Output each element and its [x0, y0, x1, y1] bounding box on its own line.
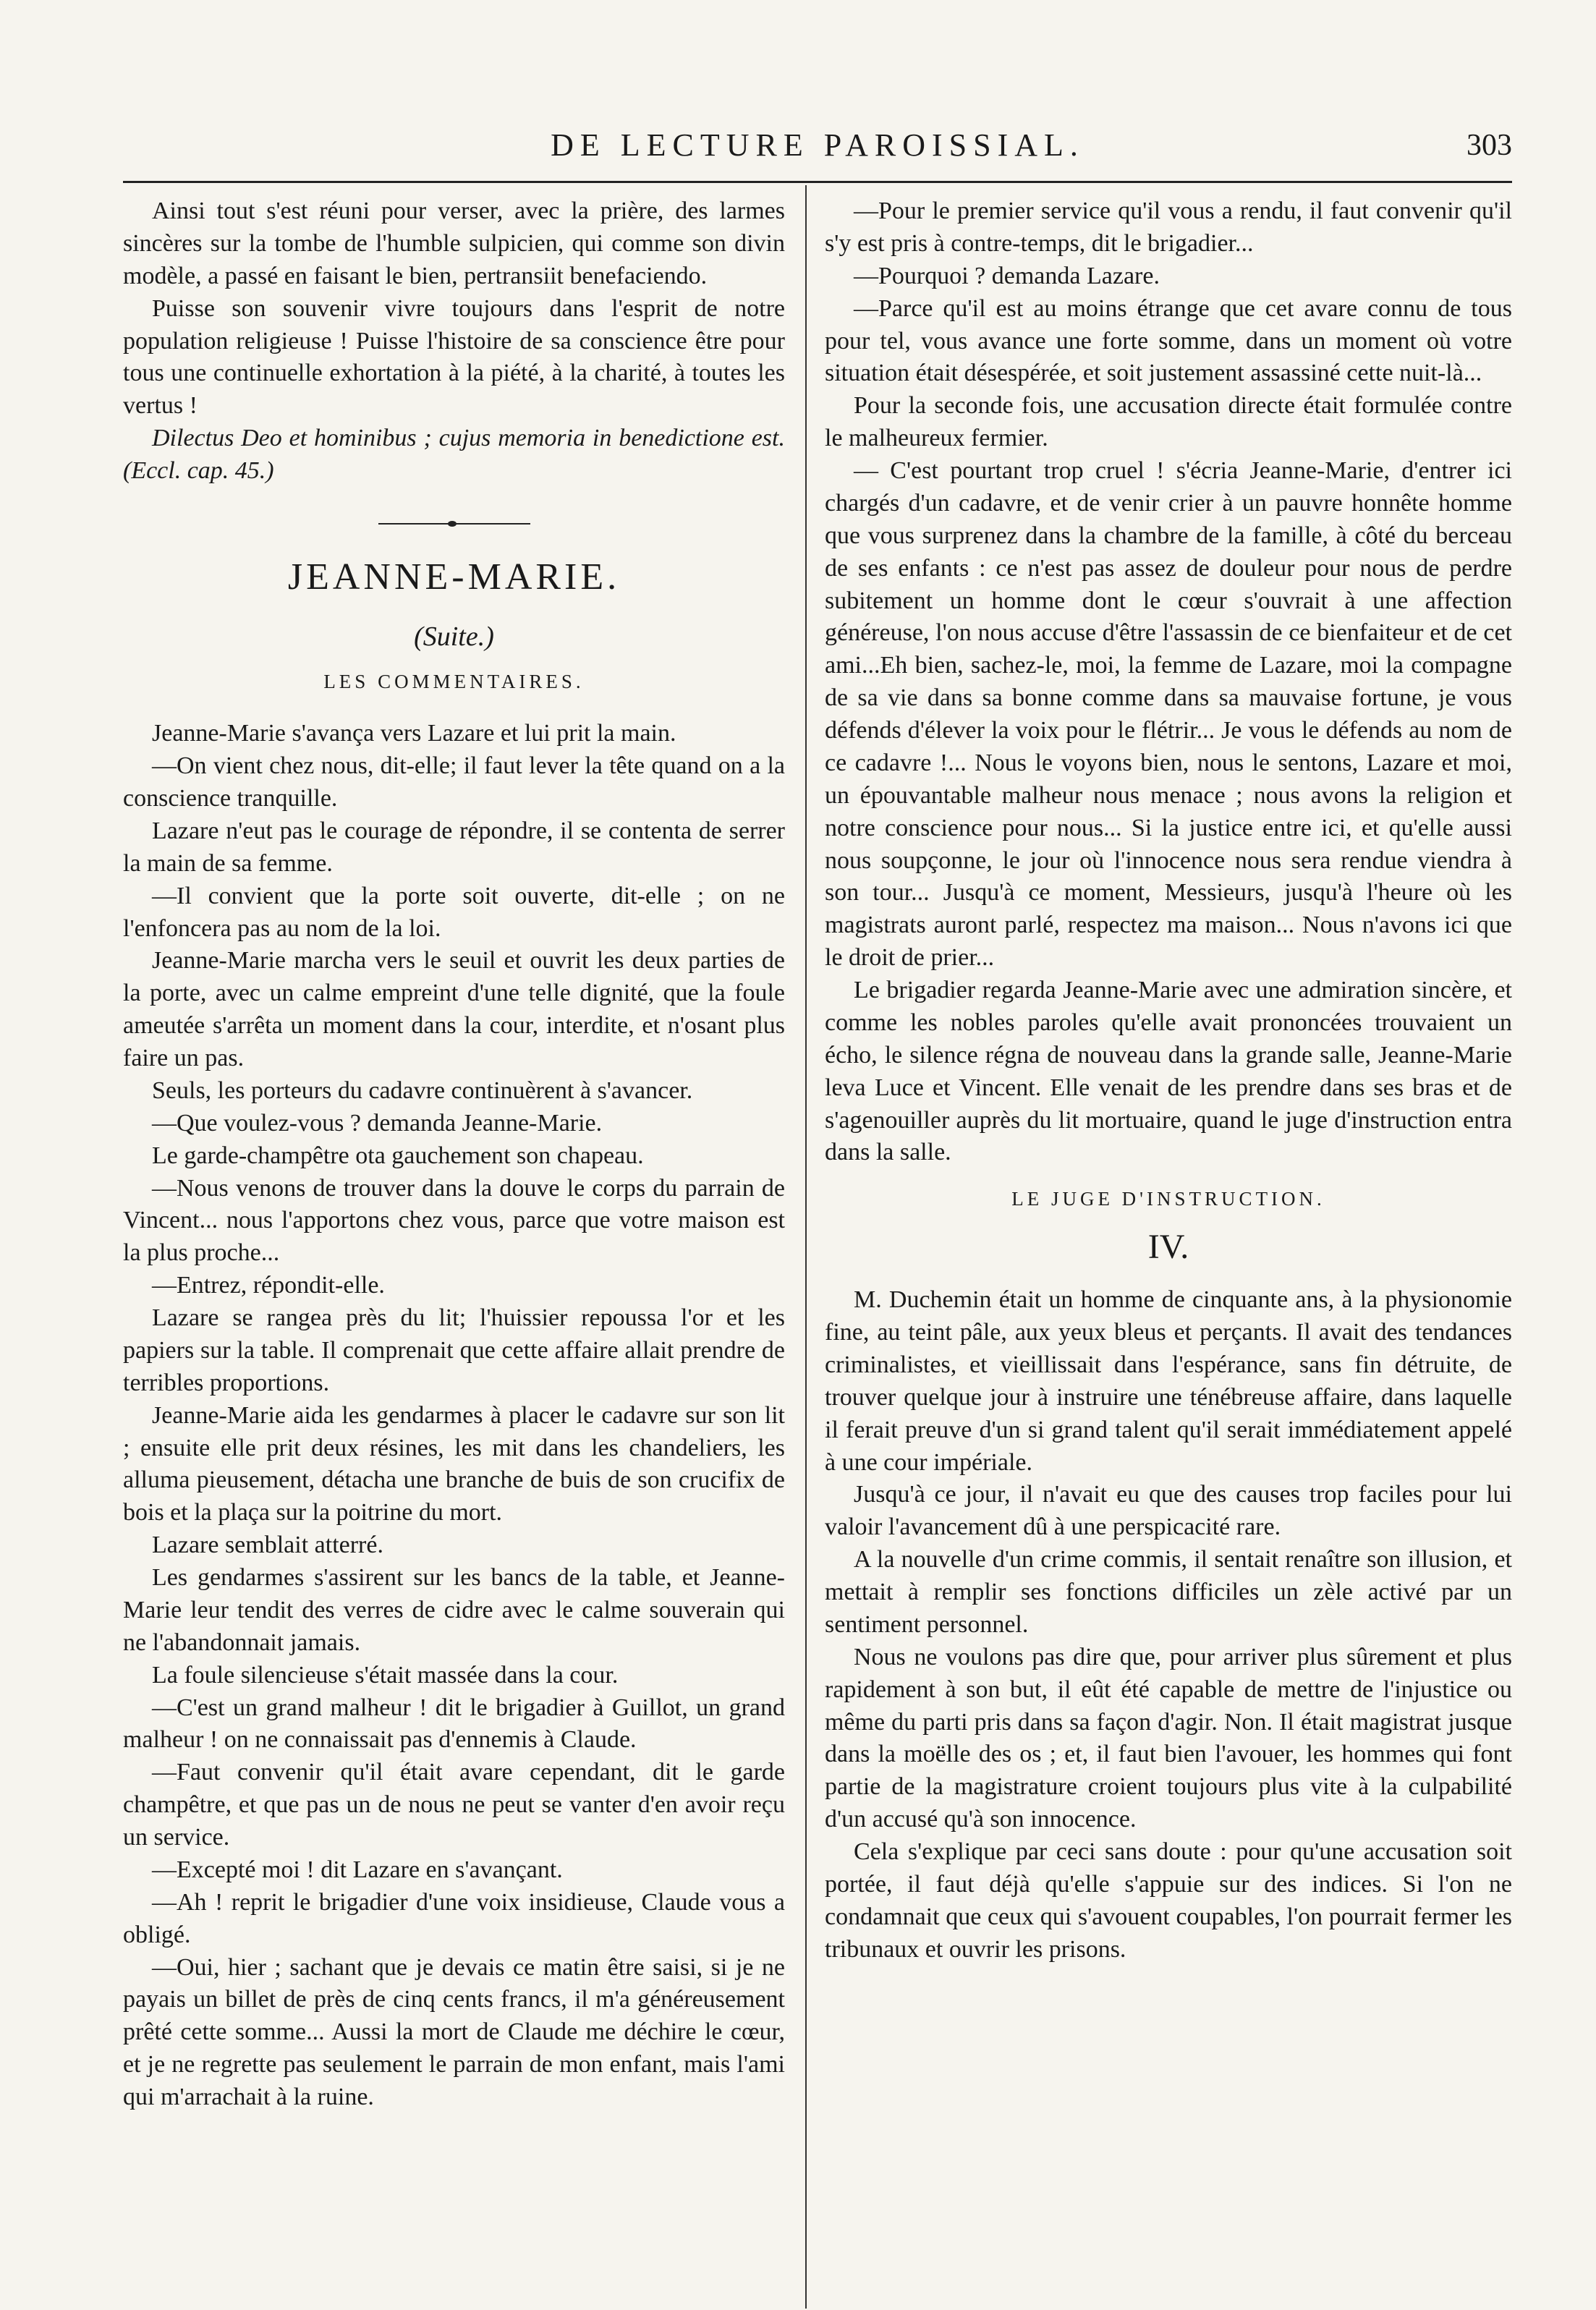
story-paragraph: —Ah ! reprit le brigadier d'une voix insidieuse, Claude vous a obligé.	[123, 1888, 785, 1948]
story-paragraph: A la nouvelle d'un crime commis, il sentait renaître son illusion, et mettait à remplir ses fonctions difficiles un zèle activé par un sentiment personnel.	[825, 1546, 1512, 1638]
story-paragraph: —Oui, hier ; sachant que je devais ce matin être saisi, si je ne payais un billet de près de cinq cents francs, il m'a généreusement prêté cette somme... Aussi la mort de Claude me déchire le cœur, et je ne regrette pas seulement le parrain de mon enfant, mais l'ami qui m'arrachait à la ruine.	[123, 1953, 785, 2111]
story-paragraph: Le brigadier regarda Jeanne-Marie avec une admiration sincère, et comme les nobles paroles qu'elle avait prononcées trouvaient un écho, le silence régna de nouveau dans la grande salle, Jeanne-Marie leva Luce et Vincent. Elle venait de les prendre dans ses bras et de s'agenouiller auprès du lit mortuaire, quand le juge d'instruction entra dans la salle.	[825, 977, 1512, 1166]
ornament-dot	[448, 521, 457, 527]
story-paragraph: —Nous venons de trouver dans la douve le corps du parrain de Vincent... nous l'apportons chez vous, parce que votre maison est la plus proche...	[123, 1174, 785, 1267]
story-title: JEANNE-MARIE.	[287, 556, 621, 598]
story-paragraph: Les gendarmes s'assirent sur les bancs de la table, et Jeanne-Marie leur tendit des verres de cidre avec le calme souverain qui ne l'abandonnait jamais.	[123, 1564, 785, 1656]
story-paragraph: —C'est un grand malheur ! dit le brigadier à Guillot, un grand malheur ! on ne connaissait pas d'ennemis à Claude.	[123, 1694, 785, 1754]
story-paragraph: Le garde-champêtre ota gauchement son chapeau.	[152, 1142, 644, 1169]
story-paragraph: —On vient chez nous, dit-elle; il faut lever la tête quand on a la conscience tranquille.	[123, 752, 785, 812]
story-paragraph: —Parce qu'il est au moins étrange que cet avare connu de tous pour tel, vous avance une forte somme, dans un moment où votre situation était désespérée, et soit justement assassiné cette nuit-là...	[825, 294, 1512, 387]
story-subtitle: (Suite.)	[414, 621, 494, 652]
story-paragraph: —Que voulez-vous ? demanda Jeanne-Marie.	[152, 1109, 603, 1137]
story-paragraph: Jeanne-Marie aida les gendarmes à placer le cadavre sur son lit ; ensuite elle prit deux résines, les mit dans les chandeliers, les alluma pieusement, détacha une branche de buis de son crucifix de bois et la plaça sur la poitrine du mort.	[123, 1401, 785, 1526]
story-paragraph: Cela s'explique par ceci sans doute : pour qu'une accusation soit portée, il faut déjà qu'elle s'appuie sur des indices. Si l'on ne condamnait que ceux qui s'avouent coupables, l'on pourrait fermer les tribunaux et ouvrir les prisons.	[825, 1838, 1512, 1963]
story-paragraph: —Il convient que la porte soit ouverte, dit-elle ; on ne l'enfoncera pas au nom de la loi.	[123, 882, 785, 942]
story-paragraph: Lazare se rangea près du lit; l'huissier repoussa l'or et les papiers sur la table. Il comprenait que cette affaire allait prendre de terribles proportions.	[123, 1304, 785, 1396]
left-column	[123, 195, 785, 2114]
page-number: 303	[1466, 129, 1512, 162]
story-paragraph: —Pourquoi ? demanda Lazare.	[854, 262, 1160, 289]
story-paragraph: Seuls, les porteurs du cadavre continuèrent à s'avancer.	[152, 1077, 693, 1104]
section-heading: LES COMMENTAIRES.	[323, 670, 585, 692]
latin-citation: Dilectus Deo et hominibus ; cujus memoria in benedictione est. (Eccl. cap. 45.)	[123, 425, 785, 484]
column-divider	[805, 185, 807, 2309]
story-paragraph: —Pour le premier service qu'il vous a rendu, il faut convenir qu'il s'y est pris à contre-temps, dit le brigadier...	[825, 198, 1512, 257]
story-paragraph: — C'est pourtant trop cruel ! s'écria Jeanne-Marie, d'entrer ici chargés d'un cadavre, et de venir crier à un pauvre honnête homme que vous surprenez dans la chambre de la famille, à côté du berceau de ses enfants : ce n'est pas assez de douleur pour nous de perdre subitement un homme dont le cœur s'ouvrait à une affection généreuse, l'on nous accuse d'être l'assassin de ce bienfaiteur et de cet ami...Eh bien, sachez-le, moi, la femme de Lazare, moi la compagne de sa vie dans sa bonne comme dans sa mauvaise fortune, je vous défends d'élever la voix pour le flétrir... Je vous le défends au nom de ce cadavre !... Nous le voyons bien, nous le sentons, Lazare et moi, un épouvantable malheur nous menace ; nous avons la religion et notre conscience pour nous... Si la justice entre ici, et qu'elle aussi nous soupçonne, le jour où l'innocence nous sera rendue viendra à son tour... Jusqu'à ce moment, Messieurs, jusqu'à l'heure où les magistrats auront parlé, respectez ma maison... Nous n'avons ici que le droit de prier...	[825, 457, 1512, 972]
chapter-number: IV.	[1147, 1227, 1189, 1266]
story-paragraph: M. Duchemin était un homme de cinquante ans, à la physionomie fine, au teint pâle, aux yeux bleus et perçants. Il avait des tendances criminalistes, et vieillissait dans l'espérance, sans fin détruite, de trouver quelque jour à instruire une ténébreuse affaire, dans laquelle il ferait preuve d'un si grand talent qu'il serait immédiatement appelé à une cour impériale.	[825, 1286, 1512, 1476]
story-paragraph: Lazare semblait atterré.	[152, 1532, 383, 1559]
story-paragraph: Nous ne voulons pas dire que, pour arriver plus sûrement et plus rapidement à son but, il eût été capable de mettre de l'injustice ou même du parti pris dans sa façon d'agir. Non. Il était magistrat jusque dans la moëlle des os ; et, il faut bien l'avouer, les hommes qui font partie de la magistrature croient toujours plus vite à la culpabilité d'un accusé qu'à son innocence.	[825, 1643, 1512, 1833]
story-paragraph: Jusqu'à ce jour, il n'avait eu que des causes trop faciles pour lui valoir l'avancement dû à une perspicacité rare.	[825, 1481, 1512, 1541]
page-header	[123, 127, 1512, 170]
story-paragraph: Jeanne-Marie marcha vers le seuil et ouvrit les deux parties de la porte, avec un calme empreint d'une telle dignité, que la foule ameutée s'arrêta un moment dans la cour, interdite, et n'osant plus faire un pas.	[123, 947, 785, 1072]
story-paragraph: La foule silencieuse s'était massée dans la cour.	[152, 1661, 619, 1689]
story-paragraph: Jeanne-Marie s'avança vers Lazare et lui prit la main.	[152, 720, 676, 747]
intro-paragraph: Puisse son souvenir vivre toujours dans l'esprit de notre population religieuse ! Puisse l'histoire de sa conscience être pour tous une continuelle exhortation à la piété, à la charité, à toutes les vertus !	[123, 294, 785, 420]
ornament-rule	[378, 521, 530, 527]
story-paragraph: —Faut convenir qu'il était avare cependant, dit le garde champêtre, et que pas un de nous ne peut se vanter d'en avoir reçu un service.	[123, 1759, 785, 1851]
story-paragraph: —Excepté moi ! dit Lazare en s'avançant.	[152, 1856, 563, 1883]
running-title: DE LECTURE PAROISSIAL.	[551, 127, 1084, 163]
story-paragraph: Pour la seconde fois, une accusation directe était formulée contre le malheureux fermier.	[825, 392, 1512, 452]
story-paragraph: Lazare n'eut pas le courage de répondre, il se contenta de serrer la main de sa femme.	[123, 817, 785, 877]
header-rule	[123, 181, 1512, 183]
story-paragraph: —Entrez, répondit-elle.	[152, 1272, 385, 1299]
section-heading: LE JUGE D'INSTRUCTION.	[1011, 1188, 1325, 1210]
right-column	[825, 195, 1512, 1966]
intro-paragraph: Ainsi tout s'est réuni pour verser, avec la prière, des larmes sincères sur la tombe de l'humble sulpicien, qui comme son divin modèle, a passé en faisant le bien, pertransiit benefaciendo.	[123, 198, 785, 289]
